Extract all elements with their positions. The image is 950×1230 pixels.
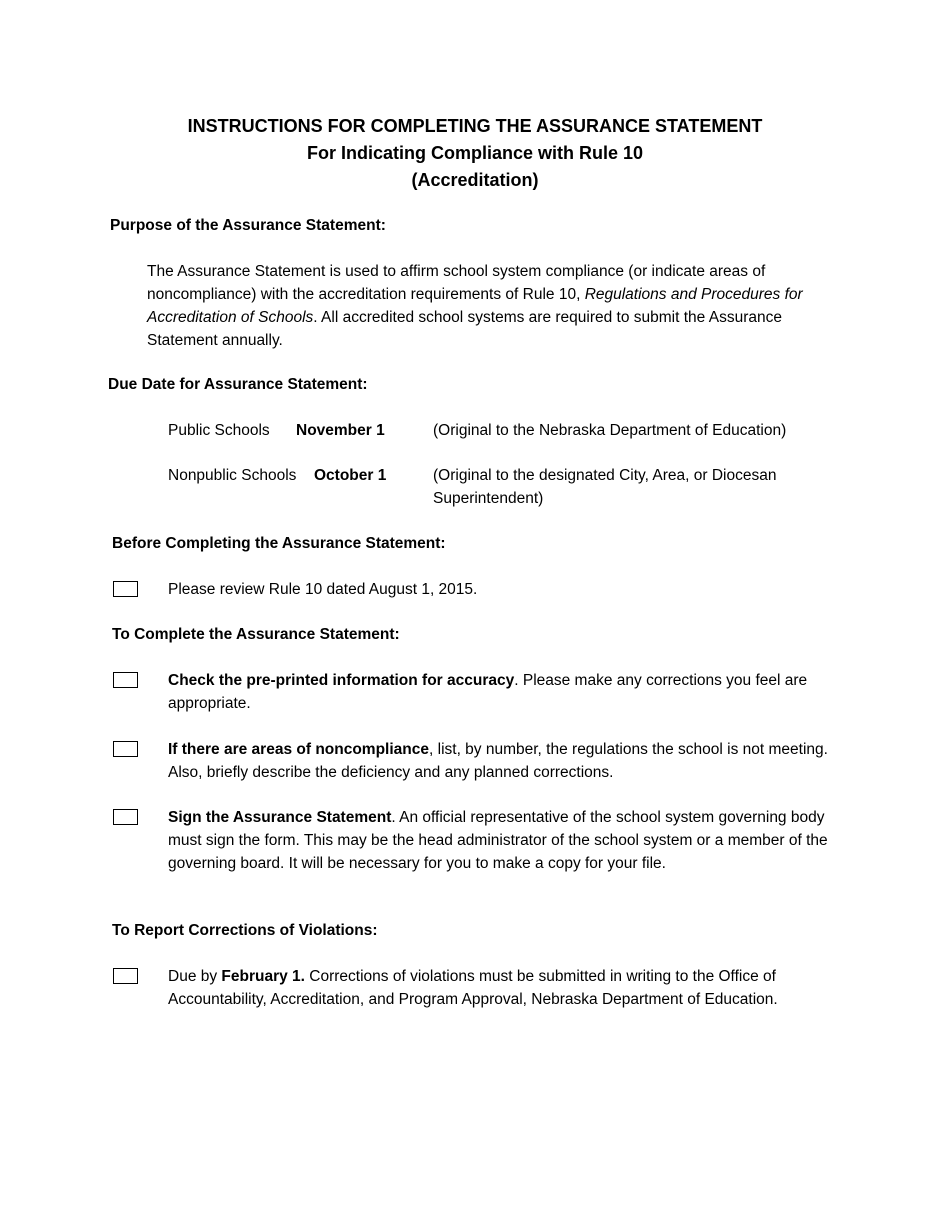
due-row-public-note: (Original to the Nebraska Department of Education) xyxy=(433,422,787,439)
report-heading: To Report Corrections of Violations: xyxy=(112,922,378,939)
document-title xyxy=(0,113,950,194)
sign-statement-rest: . An official representative of the school system governing body must sign the form. This may be the head administrator of the school system or a member of the governing board. It will be necessary for you to make a copy for your file. xyxy=(168,809,828,872)
purpose-text-b: . All accredited school systems are required to submit the Assurance Statement annually. xyxy=(147,309,782,349)
report-corrections-checkbox[interactable] xyxy=(113,968,138,984)
sign-statement-text xyxy=(168,806,840,875)
check-accuracy-bold: Check the pre-printed information for accuracy xyxy=(168,672,515,689)
title-line-1: INSTRUCTIONS FOR COMPLETING THE ASSURANCE STATEMENT xyxy=(187,116,763,136)
sign-statement-checkbox[interactable] xyxy=(113,809,138,825)
noncompliance-checkbox[interactable] xyxy=(113,741,138,757)
purpose-text-a: The Assurance Statement is used to affirm school system compliance (or indicate areas of noncompliance) with the accreditation requirements of Rule 10, xyxy=(147,263,766,303)
purpose-heading: Purpose of the Assurance Statement: xyxy=(110,217,386,234)
due-row-nonpublic-label: Nonpublic Schools xyxy=(168,467,297,484)
check-accuracy-rest: . Please make any corrections you feel are appropriate. xyxy=(168,672,808,712)
complete-heading: To Complete the Assurance Statement: xyxy=(112,626,400,643)
due-row-public-date-text: November 1 xyxy=(296,422,385,439)
noncompliance-rest: , list, by number, the regulations the school is not meeting. Also, briefly describe the deficiency and any planned corrections. xyxy=(168,741,828,781)
noncompliance-bold: If there are areas of noncompliance xyxy=(168,741,430,758)
report-corrections-text xyxy=(168,965,840,1011)
report-corrections-rest: Corrections of violations must be submitted in writing to the Office of Accountability, Accreditation, and Program Approval, Nebraska Department of Education. xyxy=(168,968,778,1008)
report-corrections-bold: February 1. xyxy=(221,968,305,985)
review-rule-text: Please review Rule 10 dated August 1, 2015. xyxy=(168,581,478,598)
due-row-nonpublic-date-text: October 1 xyxy=(314,467,387,484)
report-corrections-prefix: Due by xyxy=(168,968,222,985)
purpose-paragraph xyxy=(147,260,837,352)
check-accuracy-text xyxy=(168,669,840,715)
title-line-3: (Accreditation) xyxy=(411,170,539,190)
due-date-heading: Due Date for Assurance Statement: xyxy=(108,376,368,393)
sign-statement-bold: Sign the Assurance Statement xyxy=(168,809,392,826)
due-row-public-date xyxy=(296,419,385,442)
before-heading: Before Completing the Assurance Statement: xyxy=(112,535,446,552)
purpose-text-italic: Regulations and Procedures for Accreditation of Schools xyxy=(147,286,803,326)
due-row-nonpublic-note: (Original to the designated City, Area, or Diocesan Superintendent) xyxy=(433,467,777,507)
noncompliance-text xyxy=(168,738,840,784)
due-row-nonpublic-date xyxy=(314,464,386,487)
check-accuracy-checkbox[interactable] xyxy=(113,672,138,688)
due-row-public-label: Public Schools xyxy=(168,422,270,439)
title-line-2: For Indicating Compliance with Rule 10 xyxy=(306,143,644,163)
review-rule-checkbox[interactable] xyxy=(113,581,138,597)
